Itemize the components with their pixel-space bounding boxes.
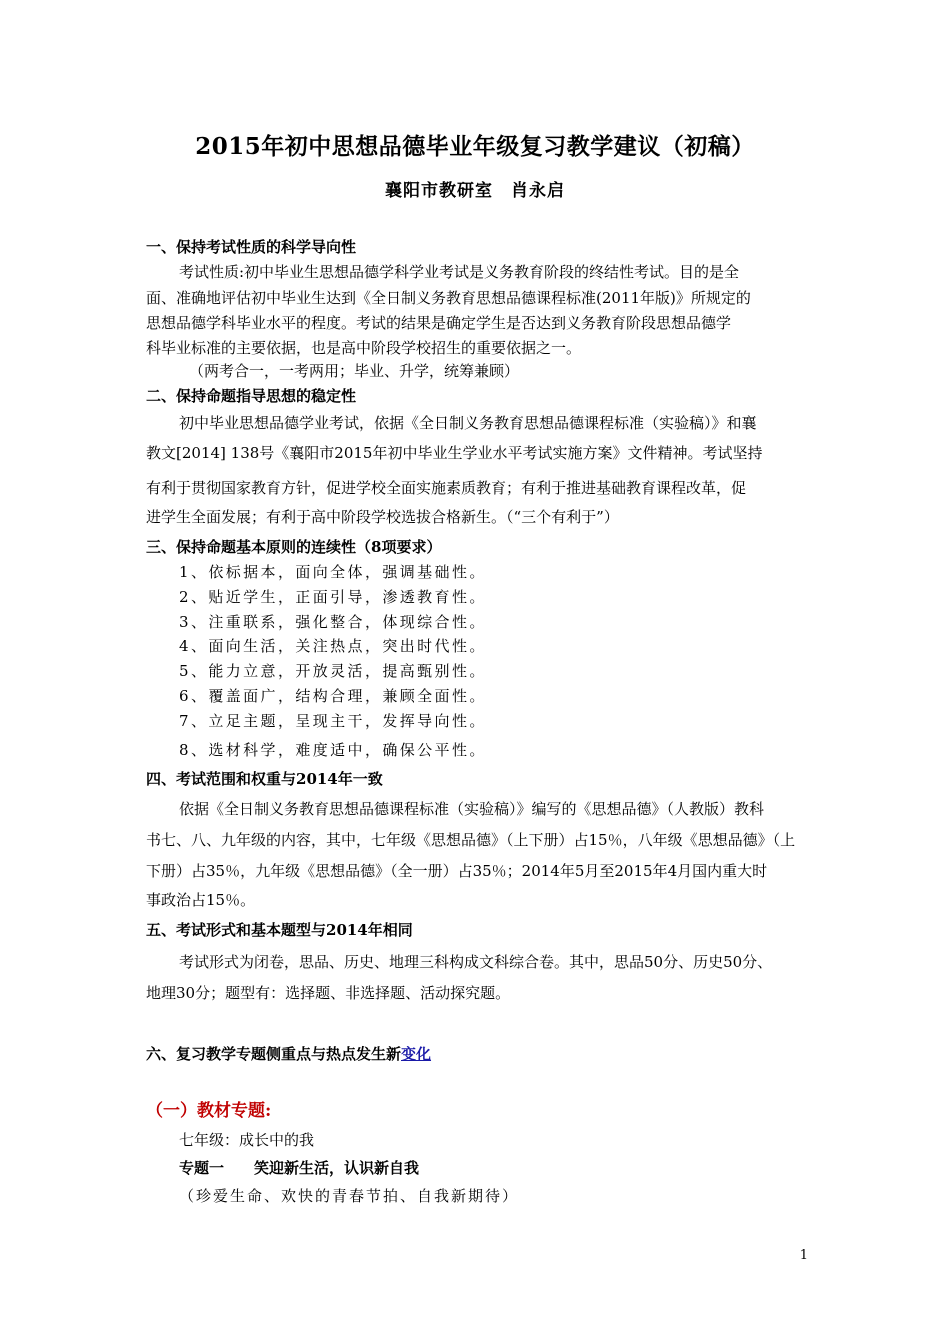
- section-1-line: 思想品德学科毕业水平的程度。考试的结果是确定学生是否达到义务教育阶段思想品德学: [146, 314, 732, 332]
- requirement-item: 3、注重联系，强化整合，体现综合性。: [179, 613, 487, 631]
- textbook-topics-heading: （一）教材专题:: [146, 1101, 272, 1121]
- requirement-item: 6、覆盖面广，结构合理，兼顾全面性。: [179, 687, 487, 705]
- changes-link[interactable]: 变化: [401, 1045, 432, 1063]
- section-2-heading: 二、保持命题指导思想的稳定性: [146, 387, 357, 405]
- requirement-item: 1、依标据本，面向全体，强调基础性。: [179, 563, 487, 581]
- section-5-line: 地理30分；题型有：选择题、非选择题、活动探究题。: [146, 984, 511, 1002]
- section-2-line: 初中毕业思想品德学业考试，依据《全日制义务教育思想品德课程标准（实验稿）》和襄: [179, 414, 757, 432]
- section-1-line: 面、准确地评估初中毕业生达到《全日制义务教育思想品德课程标准(2011年版)》所规定的: [146, 289, 751, 307]
- section-1-line: 考试性质:初中毕业生思想品德学科学业考试是义务教育阶段的终结性考试。目的是全: [179, 263, 740, 281]
- requirement-item: 4、面向生活，关注热点，突出时代性。: [179, 637, 487, 655]
- section-5-line: 考试形式为闭卷，思品、历史、地理三科构成文科综合卷。其中，思品50分、历史50分、: [179, 953, 773, 971]
- section-2-line: 教文[2014] 138号《襄阳市2015年初中毕业生学业水平考试实施方案》文件精神。考试坚持: [146, 444, 763, 462]
- requirement-item: 5、能力立意，开放灵活，提高甄别性。: [179, 662, 487, 680]
- section-4-line: 下册）占35％，九年级《思想品德》（全一册）占35％；2014年5月至2015年4月国内重大时: [146, 862, 768, 880]
- section-3-heading: 三、保持命题基本原则的连续性（8项要求）: [146, 538, 442, 556]
- section-4-heading: 四、考试范围和权重与2014年一致: [146, 770, 383, 788]
- section-6-heading-text: 六、复习教学专题侧重点与热点发生新: [146, 1045, 402, 1063]
- section-1-heading: 一、保持考试性质的科学导向性: [146, 238, 357, 256]
- topic-heading: 专题一 笑迎新生活，认识新自我: [179, 1159, 420, 1177]
- document-author: 襄阳市教研室 肖永启: [385, 181, 565, 201]
- section-1-note: （两考合一，一考两用；毕业、升学，统筹兼顾）: [189, 362, 520, 380]
- grade-label: 七年级：成长中的我: [179, 1131, 315, 1149]
- section-2-line: 进学生全面发展；有利于高中阶段学校选拔合格新生。（“三个有利于”）: [146, 508, 619, 526]
- section-6-heading: [146, 1044, 431, 1064]
- document-title: 2015年初中思想品德毕业年级复习教学建议（初稿）: [195, 133, 755, 160]
- section-1-line: 科毕业标准的主要依据，也是高中阶段学校招生的重要依据之一。: [146, 339, 582, 357]
- section-4-line: 事政治占15％。: [146, 891, 256, 909]
- section-5-heading: 五、考试形式和基本题型与2014年相同: [146, 921, 413, 939]
- section-2-line: 有利于贯彻国家教育方针，促进学校全面实施素质教育；有利于推进基础教育课程改革，促: [146, 479, 747, 497]
- requirement-item: 2、贴近学生，正面引导，渗透教育性。: [179, 588, 487, 606]
- page-number: 1: [799, 1248, 808, 1263]
- section-4-line: 依据《全日制义务教育思想品德课程标准（实验稿）》编写的《思想品德》（人教版）教科: [179, 800, 765, 818]
- section-4-line: 书七、八、九年级的内容，其中，七年级《思想品德》（上下册）占15％，八年级《思想品德》（上: [146, 831, 796, 849]
- requirement-item: 7、立足主题，呈现主干，发挥导向性。: [179, 712, 487, 730]
- topic-note: （珍爱生命、欢快的青春节拍、自我新期待）: [179, 1187, 520, 1205]
- requirement-item: 8、选材科学，难度适中，确保公平性。: [179, 741, 487, 759]
